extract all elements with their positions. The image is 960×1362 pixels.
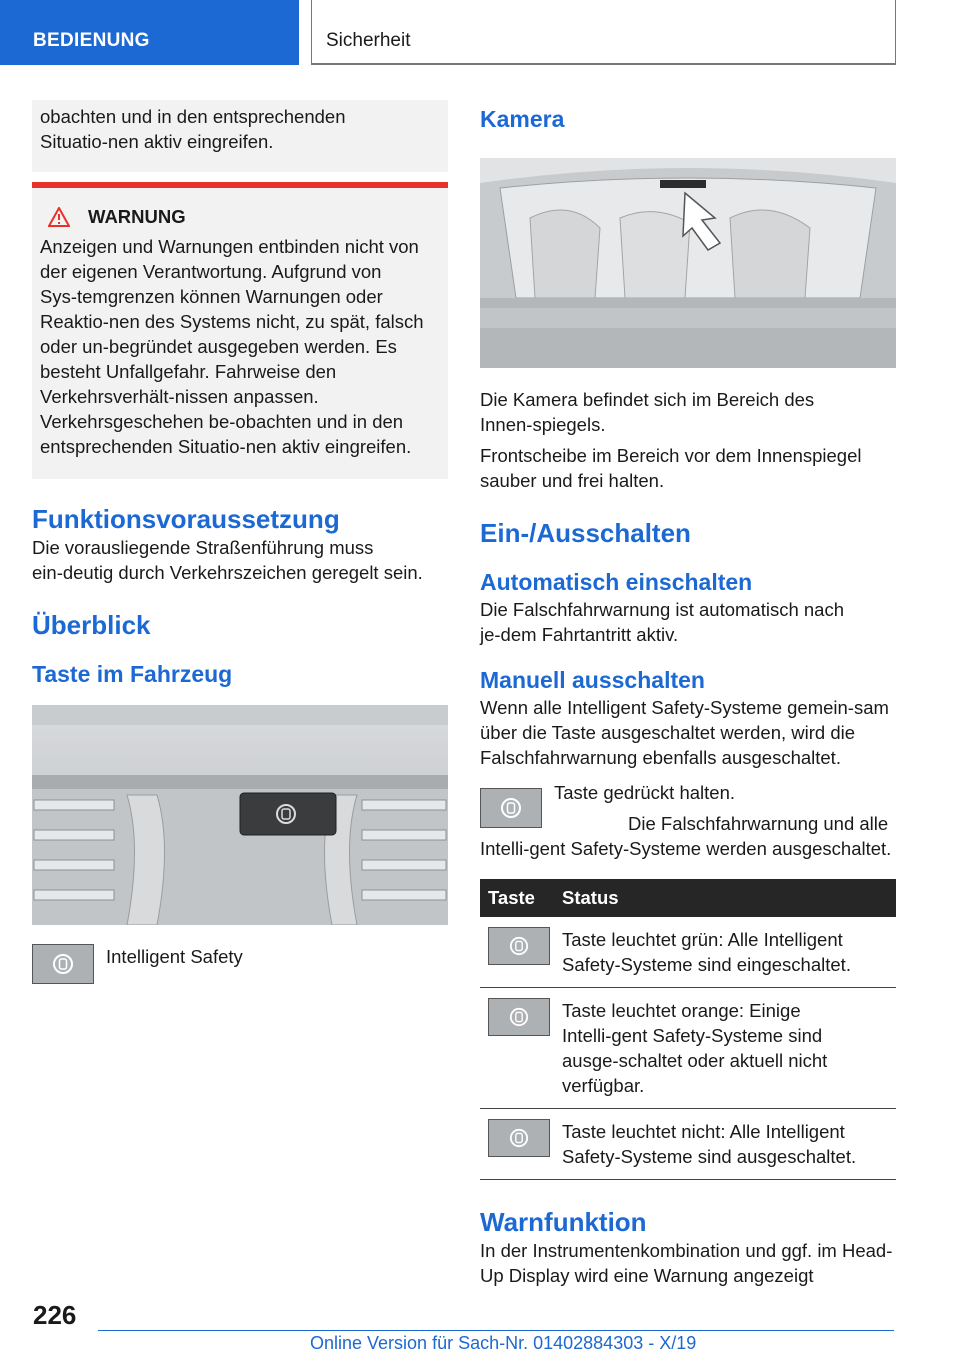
table-cell-status: Taste leuchtet nicht: Alle Intelligent Safety-Systeme sind ausgeschaltet.: [554, 1109, 896, 1180]
footer-version: Online Version für Sach-Nr. 01402884303 - X/19: [310, 1333, 697, 1353]
intelligent-safety-icon: [32, 944, 94, 984]
intelligent-safety-icon: [488, 927, 550, 965]
table-row: [480, 988, 896, 1109]
heading-warnfunktion: Warnfunktion: [480, 1207, 647, 1237]
heading-ein-ausschalten: Ein-/Ausschalten: [480, 518, 691, 548]
heading-funktionsvoraussetzung: Funktionsvoraussetzung: [32, 504, 340, 534]
legend-intelligent-safety: [32, 944, 448, 984]
auto-text: Die Falschfahrwarnung ist automatisch nach je‑dem Fahrtantritt aktiv.: [480, 599, 845, 645]
section-title: BEDIENUNG: [33, 30, 150, 51]
left-column: [32, 100, 448, 984]
right-column: [480, 104, 896, 1288]
legend-label: Intelligent Safety: [106, 946, 243, 967]
warning-continuation-box: [32, 100, 448, 172]
heading-automatisch-einschalten: Automatisch einschalten: [480, 569, 753, 595]
header-chapter: [311, 0, 896, 65]
status-table: [480, 879, 896, 1180]
heading-kamera: Kamera: [480, 106, 565, 132]
manuell-text: Wenn alle Intelligent Safety-Systeme gemein‑sam über die Taste ausgeschaltet werden, wird die Falschfahrwarnung ebenfalls ausgeschaltet.: [480, 697, 889, 768]
header-section: [0, 0, 299, 65]
chapter-title: Sicherheit: [326, 30, 411, 51]
press-result: Die Falschfahrwarnung und alle Intelli‑gent Safety-Systeme werden ausgeschaltet.: [480, 813, 892, 859]
intelligent-safety-icon: [488, 998, 550, 1036]
footer-divider: [98, 1330, 894, 1331]
heading-taste-im-fahrzeug: Taste im Fahrzeug: [32, 661, 233, 687]
warning-box: [32, 182, 448, 479]
warning-title: WARNUNG: [88, 206, 186, 227]
press-text: Taste gedrückt halten.: [554, 782, 735, 803]
funktion-text: Die vorausliegende Straßenführung muss ein‑deutig durch Verkehrszeichen geregelt sein.: [32, 537, 423, 583]
table-cell-status: Taste leuchtet orange: Einige Intelli‑gent Safety-Systeme sind ausge‑schaltet oder aktuell nicht verfügbar.: [554, 988, 896, 1109]
table-header-row: [480, 879, 896, 917]
heading-manuell-ausschalten: Manuell ausschalten: [480, 667, 705, 693]
table-header-taste: Taste: [480, 879, 554, 917]
heading-ueberblick: Überblick: [32, 610, 151, 640]
kamera-text-1: Die Kamera befindet sich im Bereich des Innen‑spiegels.: [480, 389, 815, 435]
kamera-text-2: Frontscheibe im Bereich vor dem Innenspiegel sauber und frei halten.: [480, 445, 862, 491]
warning-continuation-text: obachten und in den entsprechenden Situatio‑nen aktiv eingreifen.: [40, 106, 346, 152]
table-row: [480, 1109, 896, 1180]
warning-triangle-icon: [48, 207, 70, 227]
table-row: [480, 917, 896, 988]
warning-heading: [48, 206, 440, 228]
table-cell-status: Taste leuchtet grün: Alle Intelligent Safety-Systeme sind eingeschaltet.: [554, 917, 896, 988]
page-number: 226: [33, 1300, 77, 1330]
warn-text: In der Instrumentenkombination und ggf. im Head-Up Display wird eine Warnung angezeigt: [480, 1240, 893, 1286]
table-header-status: Status: [554, 879, 896, 917]
press-instruction: [480, 780, 896, 861]
intelligent-safety-icon: [488, 1119, 550, 1157]
intelligent-safety-icon: [480, 788, 542, 828]
dashboard-button-photo: [32, 705, 448, 930]
warning-text: Anzeigen und Warnungen entbinden nicht von der eigenen Verantwortung. Aufgrund von Sys‑temgrenzen können Warnungen oder Reaktio‑nen des Systems nicht, zu spät, falsch oder un‑begründet ausgegeben werden. Es besteht Unfallgefahr. Fahrweise den Verkehrsverhält‑nissen anpassen. Verkehrsgeschehen be‑obachten und in den entsprechenden Situatio‑nen aktiv eingreifen.: [40, 236, 424, 457]
camera-location-photo: [480, 158, 896, 373]
